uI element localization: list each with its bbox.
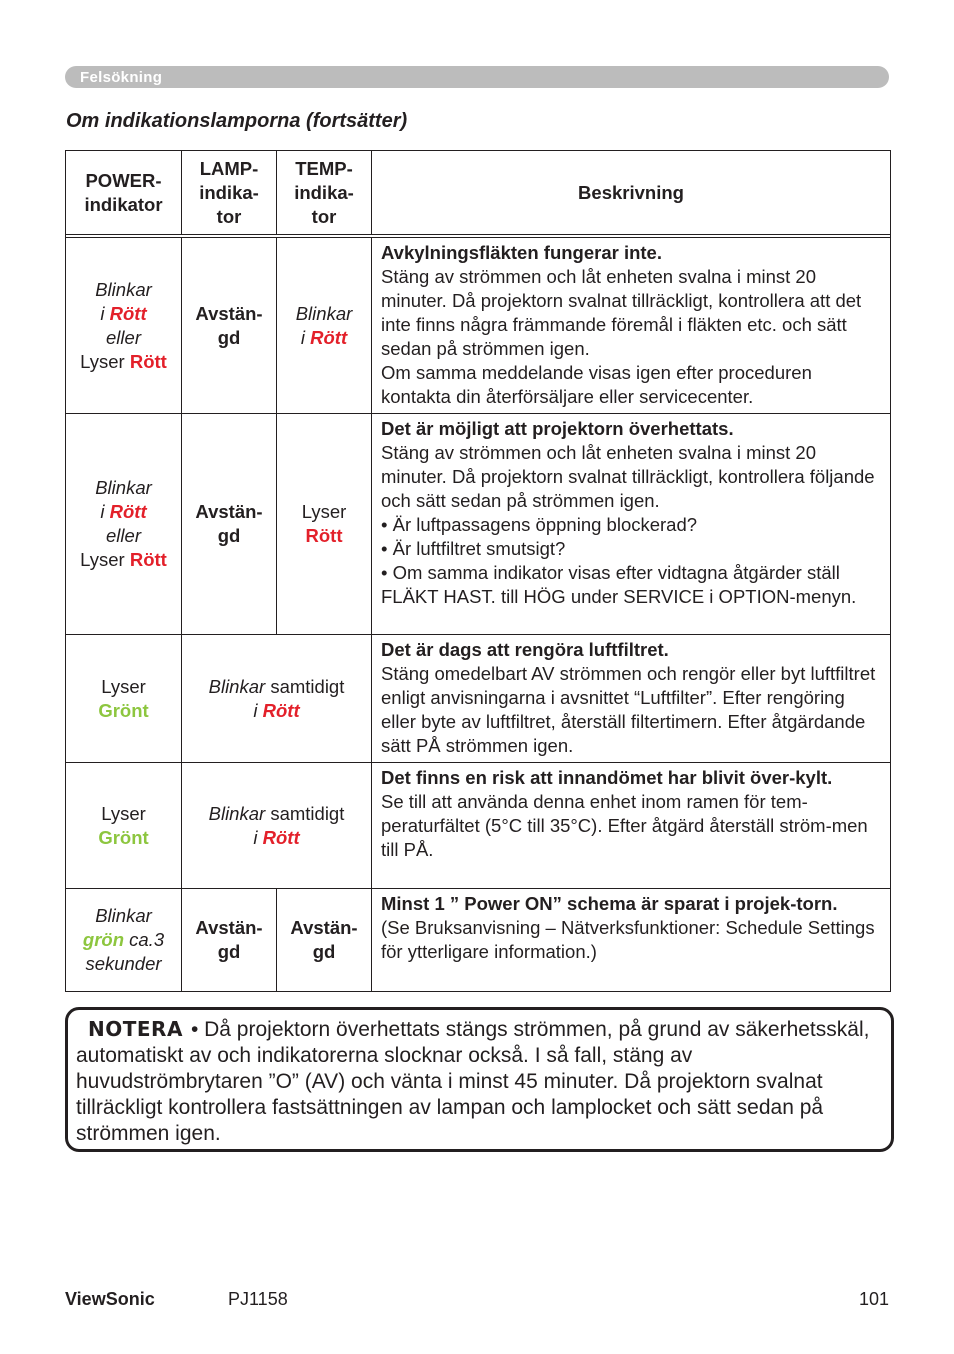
- power-color: Grönt: [98, 826, 149, 848]
- lamp-temp-prep: i: [253, 699, 263, 721]
- header-description: Beskrivning: [372, 151, 891, 235]
- lamp-indicator-cell: Avstän- gd: [182, 238, 277, 414]
- page-subtitle: Om indikationslamporna (fortsätter): [66, 110, 408, 132]
- indicator-table: [65, 150, 891, 992]
- power-indicator-cell: [66, 414, 182, 635]
- note-text: • Då projektorn överhettats stängs strömmen, på grund av säkerhetsskäl, automatiskt av och indikatorerna slocknar också. I så fall, stäng av huvudströmbrytaren ”O” (AV) och vänta i minst 45 minuter. Då projektorn svalnat tillräckligt kontrollera fastsättningen av lampan och lamplocket och sätt sedan på strömmen igen.: [76, 1018, 870, 1145]
- footer-brand: ViewSonic: [65, 1289, 155, 1309]
- header-temp: TEMP- indika- tor: [277, 151, 372, 235]
- power-or: eller: [106, 525, 141, 546]
- power-prep: i: [100, 501, 110, 522]
- section-header-bar: [65, 66, 889, 88]
- table-header-row: [66, 151, 891, 235]
- description-title: Det är dags att rengöra luftfiltret.: [381, 639, 669, 660]
- power-state: Lyser: [101, 802, 146, 824]
- power-indicator-cell: [66, 238, 182, 414]
- power-indicator-cell: [66, 635, 182, 763]
- description-body: Stäng omedelbart AV strömmen och rengör eller byt luftfiltret enligt anvisningarna i avsnittet “Luftfilter”. Efter rengöring eller byte av luftfiltret, återställ filtertimern. Efter åtgärdande sätt PÅ strömmen igen.: [381, 663, 876, 756]
- description-cell: [372, 238, 891, 414]
- power-color: Grönt: [98, 699, 149, 721]
- power-color: grön: [82, 929, 124, 950]
- power-state-alt: Lyser: [80, 350, 130, 372]
- power-color: Rött: [109, 501, 147, 522]
- temp-color: Rött: [305, 525, 343, 546]
- lamp-temp-indicator-cell: [182, 635, 372, 763]
- temp-indicator-cell: [277, 238, 372, 414]
- section-title: Felsökning: [80, 69, 163, 86]
- table-row: [66, 889, 891, 992]
- power-color-alt: Rött: [129, 549, 167, 570]
- description-title: Det finns en risk att innandömet har blivit över-kylt.: [381, 767, 833, 788]
- power-indicator-cell: [66, 889, 182, 992]
- table-row: [66, 414, 891, 635]
- header-power: POWER- indikator: [66, 151, 182, 235]
- power-state: Blinkar: [95, 905, 152, 926]
- header-lamp: LAMP- indika- tor: [182, 151, 277, 235]
- temp-color: Rött: [310, 326, 348, 348]
- power-prep: i: [100, 302, 110, 324]
- note-box: [65, 1007, 894, 1152]
- description-cell: [372, 889, 891, 992]
- lamp-temp-simultaneous: samtidigt: [265, 802, 345, 824]
- description-title: Det är möjligt att projektorn överhettats.: [381, 418, 734, 439]
- power-state-alt: Lyser: [80, 549, 130, 570]
- description-title: Minst 1 ” Power ON” schema är sparat i projek-torn.: [381, 893, 838, 914]
- lamp-temp-indicator-cell: [182, 763, 372, 889]
- table-row: [66, 763, 891, 889]
- lamp-temp-state: Blinkar: [208, 675, 266, 697]
- temp-state: Blinkar: [295, 302, 353, 324]
- table-row: [66, 238, 891, 414]
- power-duration: ca.3: [124, 929, 165, 950]
- description-body: Se till att använda denna enhet inom ramen för tem-peraturfältet (5°C till 35°C). Efter åtgärd återställ ström-men till PÅ.: [381, 791, 868, 860]
- description-cell: [372, 763, 891, 889]
- description-body: (Se Bruksanvisning – Nätverksfunktioner: Schedule Settings för ytterligare information.): [381, 917, 875, 962]
- description-cell: [372, 635, 891, 763]
- table-row: [66, 635, 891, 763]
- lamp-temp-color: Rött: [262, 826, 300, 848]
- power-state: Blinkar: [95, 278, 152, 300]
- lamp-temp-prep: i: [253, 826, 263, 848]
- description-body: Stäng av strömmen och låt enheten svalna i minst 20 minuter. Då projektorn svalnat tillräckligt, kontrollera följande och sätt sedan på strömmen igen. • Är luftpassagens öppning blockerad? • Är luftfiltret smutsigt? • Om samma indikator visas efter vidtagna åtgärder ställ FLÄKT HAST. till HÖG under SERVICE i OPTION-menyn.: [381, 442, 875, 607]
- power-color-alt: Rött: [129, 350, 167, 372]
- lamp-temp-simultaneous: samtidigt: [265, 675, 345, 697]
- description-body: Stäng av strömmen och låt enheten svalna i minst 20 minuter. Då projektorn svalnat tillräckligt, kontrollera att det inte finns några främmande föremål i fläkten etc. och sätt sedan på strömmen igen. Om samma meddelande visas igen efter proceduren kontakta din återförsäljare eller servicecenter.: [381, 266, 862, 407]
- page-number: 101: [858, 1289, 889, 1309]
- lamp-temp-color: Rött: [262, 699, 300, 721]
- lamp-indicator-cell: Avstän- gd: [182, 889, 277, 992]
- note-label: NOTERA: [88, 1017, 183, 1041]
- power-color: Rött: [109, 302, 147, 324]
- temp-state: Lyser: [301, 501, 347, 522]
- description-title: Avkylningsfläkten fungerar inte.: [381, 242, 662, 263]
- lamp-indicator-cell: Avstän- gd: [182, 414, 277, 635]
- temp-indicator-cell: Avstän- gd: [277, 889, 372, 992]
- lamp-temp-state: Blinkar: [208, 802, 266, 824]
- power-duration-unit: sekunder: [85, 953, 162, 974]
- power-state: Blinkar: [95, 477, 152, 498]
- power-state: Lyser: [101, 675, 146, 697]
- footer-model: PJ1158: [228, 1289, 288, 1309]
- temp-indicator-cell: [277, 414, 372, 635]
- power-indicator-cell: [66, 763, 182, 889]
- temp-prep: i: [300, 326, 311, 348]
- power-or: eller: [106, 326, 141, 348]
- description-cell: [372, 414, 891, 635]
